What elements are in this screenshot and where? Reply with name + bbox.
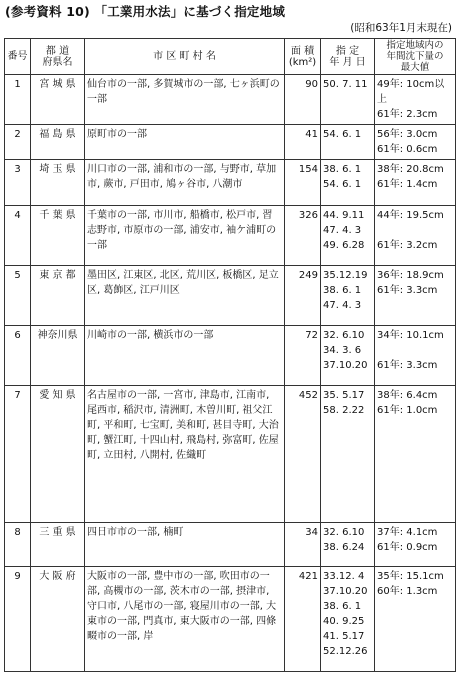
table-row bbox=[5, 567, 456, 672]
max-annual-subsidence: 38年: 20.8cm 61年: 1.4cm bbox=[375, 160, 456, 206]
row-number: 5 bbox=[5, 266, 31, 326]
row-number: 7 bbox=[5, 386, 31, 523]
header-prefecture: 都 道 府県名 bbox=[31, 39, 85, 75]
header-size: 面 積 (km²) bbox=[285, 39, 321, 75]
table-row bbox=[5, 125, 456, 160]
max-annual-subsidence: 37年: 4.1cm 61年: 0.9cm bbox=[375, 523, 456, 567]
table-row bbox=[5, 75, 456, 125]
designated-municipalities: 大阪市の一部, 豊中市の一部, 吹田市の一部, 高槻市の一部, 茨木市の一部, 摂津市, 守口市, 八尾市の一部, 寝屋川市の一部, 大東市の一部, 門真市, 東大阪市の一部, 四條畷市の一部, 岸 bbox=[85, 567, 285, 672]
area-size: 90 bbox=[285, 75, 321, 125]
header-no: 番号 bbox=[5, 39, 31, 75]
area-size: 326 bbox=[285, 206, 321, 266]
row-number: 1 bbox=[5, 75, 31, 125]
max-annual-subsidence: 35年: 15.1cm 60年: 1.3cm bbox=[375, 567, 456, 672]
designation-dates: 33.12. 4 37.10.20 38. 6. 1 40. 9.25 41. 5.17 52.12.26 bbox=[321, 567, 375, 672]
row-number: 9 bbox=[5, 567, 31, 672]
area-size: 34 bbox=[285, 523, 321, 567]
designated-municipalities: 川崎市の一部, 横浜市の一部 bbox=[85, 326, 285, 386]
designation-dates: 35.12.19 38. 6. 1 47. 4. 3 bbox=[321, 266, 375, 326]
designated-areas-table bbox=[4, 38, 456, 672]
header-area-name: 市 区 町 村 名 bbox=[85, 39, 285, 75]
table-row bbox=[5, 326, 456, 386]
area-size: 249 bbox=[285, 266, 321, 326]
as-of-date: (昭和63年1月末現在) bbox=[350, 22, 452, 34]
area-size: 154 bbox=[285, 160, 321, 206]
designated-municipalities: 仙台市の一部, 多賀城市の一部, 七ヶ浜町の一部 bbox=[85, 75, 285, 125]
header-max-subsidence: 指定地域内の 年間沈下量の 最大値 bbox=[375, 39, 456, 75]
prefecture-name: 福 島 県 bbox=[31, 125, 85, 160]
max-annual-subsidence: 44年: 19.5cm 61年: 3.2cm bbox=[375, 206, 456, 266]
row-number: 2 bbox=[5, 125, 31, 160]
header-date: 指 定 年 月 日 bbox=[321, 39, 375, 75]
designation-dates: 38. 6. 1 54. 6. 1 bbox=[321, 160, 375, 206]
row-number: 3 bbox=[5, 160, 31, 206]
designated-municipalities: 原町市の一部 bbox=[85, 125, 285, 160]
designation-dates: 44. 9.11 47. 4. 3 49. 6.28 bbox=[321, 206, 375, 266]
max-annual-subsidence: 36年: 18.9cm 61年: 3.3cm bbox=[375, 266, 456, 326]
designation-dates: 35. 5.17 58. 2.22 bbox=[321, 386, 375, 523]
row-number: 4 bbox=[5, 206, 31, 266]
max-annual-subsidence: 38年: 6.4cm 61年: 1.0cm bbox=[375, 386, 456, 523]
designation-dates: 54. 6. 1 bbox=[321, 125, 375, 160]
prefecture-name: 愛 知 県 bbox=[31, 386, 85, 523]
designation-dates: 32. 6.10 34. 3. 6 37.10.20 bbox=[321, 326, 375, 386]
prefecture-name: 宮 城 県 bbox=[31, 75, 85, 125]
table-row bbox=[5, 160, 456, 206]
designation-dates: 32. 6.10 38. 6.24 bbox=[321, 523, 375, 567]
table-row bbox=[5, 386, 456, 523]
prefecture-name: 千 葉 県 bbox=[31, 206, 85, 266]
area-size: 421 bbox=[285, 567, 321, 672]
row-number: 8 bbox=[5, 523, 31, 567]
prefecture-name: 東 京 都 bbox=[31, 266, 85, 326]
table-row bbox=[5, 206, 456, 266]
designated-municipalities: 名古屋市の一部, 一宮市, 津島市, 江南市, 尾西市, 稲沢市, 清洲町, 木曽川町, 祖父江町, 平和町, 七宝町, 美和町, 甚目寺町, 大治町, 蟹江町, 十四山村, 飛島村, 弥富町, 佐屋町, 立田村, 八開村, 佐織町 bbox=[85, 386, 285, 523]
prefecture-name: 大 阪 府 bbox=[31, 567, 85, 672]
area-size: 41 bbox=[285, 125, 321, 160]
table-row bbox=[5, 523, 456, 567]
row-number: 6 bbox=[5, 326, 31, 386]
prefecture-name: 三 重 県 bbox=[31, 523, 85, 567]
area-size: 72 bbox=[285, 326, 321, 386]
designated-municipalities: 川口市の一部, 浦和市の一部, 与野市, 草加市, 蕨市, 戸田市, 鳩ヶ谷市, 八潮市 bbox=[85, 160, 285, 206]
table-header-row bbox=[5, 39, 456, 75]
max-annual-subsidence: 49年: 10cm以上 61年: 2.3cm bbox=[375, 75, 456, 125]
max-annual-subsidence: 56年: 3.0cm 61年: 0.6cm bbox=[375, 125, 456, 160]
prefecture-name: 神奈川県 bbox=[31, 326, 85, 386]
designated-municipalities: 四日市市の一部, 楠町 bbox=[85, 523, 285, 567]
prefecture-name: 埼 玉 県 bbox=[31, 160, 85, 206]
document-title: (参考資料 10) 「工業用水法」に基づく指定地域 bbox=[5, 4, 286, 19]
area-size: 452 bbox=[285, 386, 321, 523]
max-annual-subsidence: 34年: 10.1cm 61年: 3.3cm bbox=[375, 326, 456, 386]
designated-municipalities: 墨田区, 江東区, 北区, 荒川区, 板橋区, 足立区, 葛飾区, 江戸川区 bbox=[85, 266, 285, 326]
designation-dates: 50. 7. 11 bbox=[321, 75, 375, 125]
designated-municipalities: 千葉市の一部, 市川市, 船橋市, 松戸市, 習志野市, 市原市の一部, 浦安市, 袖ケ浦町の一部 bbox=[85, 206, 285, 266]
table-row bbox=[5, 266, 456, 326]
